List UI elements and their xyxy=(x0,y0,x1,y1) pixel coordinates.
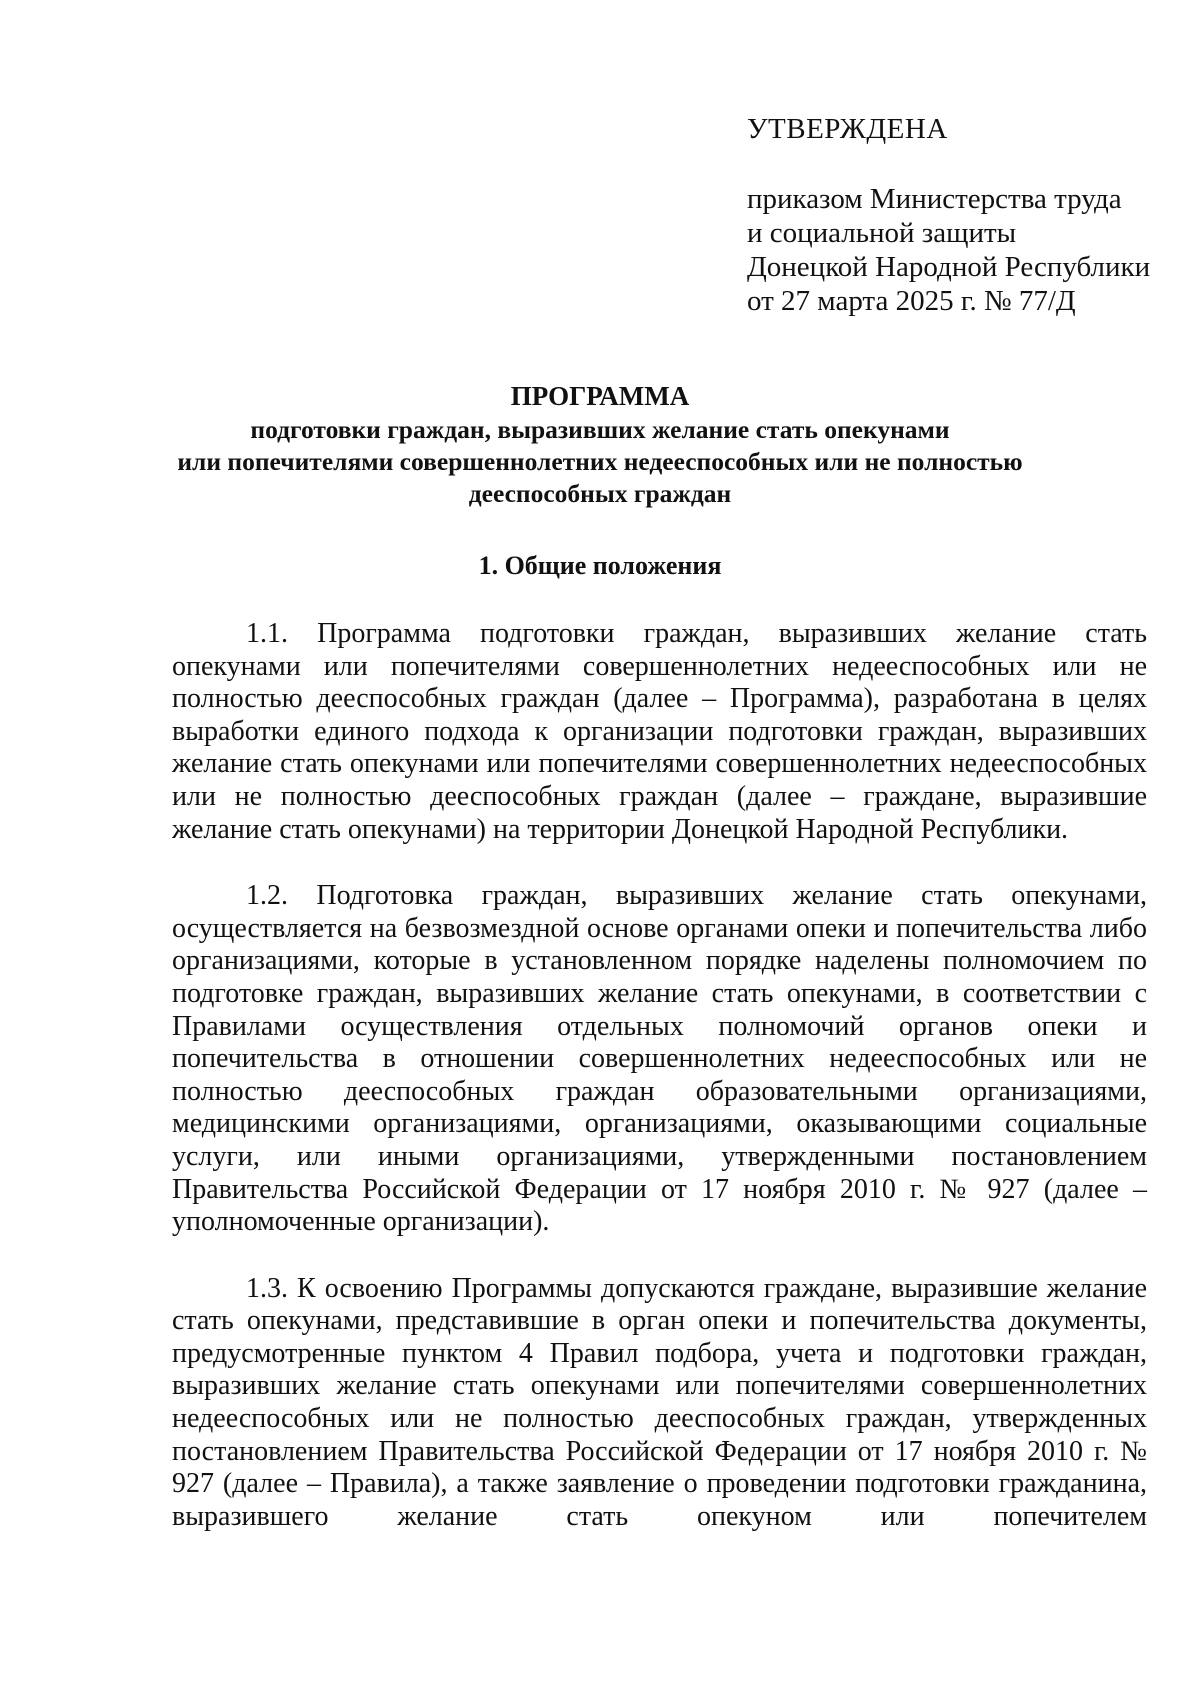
approval-order-line: и социальной защиты xyxy=(747,217,1017,249)
section-body xyxy=(172,618,1147,1533)
approval-order-line: приказом Министерства труда xyxy=(747,183,1122,215)
document-subtitle-line: дееспособных граждан xyxy=(468,479,732,508)
approval-block xyxy=(747,112,1167,318)
approval-order xyxy=(747,182,1167,318)
approval-order-line: Донецкой Народной Республики xyxy=(747,251,1151,283)
paragraph-1-3: 1.3. К освоению Программы допускаются граждане, выразившие желание стать опекунами, представившие в орган опеки и попечительства документы, предусмотренные пунктом 4 Правил подбора, учета и подготовки граждан, выразивших желание стать опекунами или попечителями совершеннолетних недееспособных или не полностью дееспособных граждан, утвержденных постановлением Правительства Российской Федерации от 17 ноября 2010 г. № 927 (далее – Правила), а также заявление о проведении подготовки гражданина, выразившего желание стать опекуном или попечителем xyxy=(172,1272,1147,1532)
approval-order-line: от 27 марта 2025 г. № 77/Д xyxy=(747,285,1076,317)
paragraph-1-2: 1.2. Подготовка граждан, выразивших желание стать опекунами, осуществляется на безвозмездной основе органами опеки и попечительства либо организациями, которые в установленном порядке наделены полномочием по подготовке граждан, выразивших желание стать опекунами, в соответствии с Правилами осуществления отдельных полномочий органов опеки и попечительства в отношении совершеннолетних недееспособных или не полностью дееспособных граждан образовательными организациями, медицинскими организациями, организациями, оказывающими социальные услуги, или иными организациями, утвержденными постановлением Правительства Российской Федерации от 17 ноября 2010 г. № 927 (далее – уполномоченные организации). xyxy=(172,880,1147,1238)
document-subtitle-line: или попечителями совершеннолетних недееспособных или не полностью xyxy=(177,447,1023,476)
approval-stamp: УТВЕРЖДЕНА xyxy=(747,113,948,145)
document-title-block xyxy=(150,380,1050,510)
section-heading: 1. Общие положения xyxy=(478,551,722,580)
document-title: ПРОГРАММА xyxy=(510,381,690,411)
document-subtitle-line: подготовки граждан, выразивших желание стать опекунами xyxy=(250,415,950,444)
paragraph-1-1: 1.1. Программа подготовки граждан, выразивших желание стать опекунами или попечителями совершеннолетних недееспособных или не полностью дееспособных граждан (далее – Программа), разработана в целях выработки единого подхода к организации подготовки граждан, выразивших желание стать опекунами или попечителями совершеннолетних недееспособных или не полностью дееспособных граждан (далее – граждане, выразившие желание стать опекунами) на территории Донецкой Народной Республики. xyxy=(172,618,1147,845)
